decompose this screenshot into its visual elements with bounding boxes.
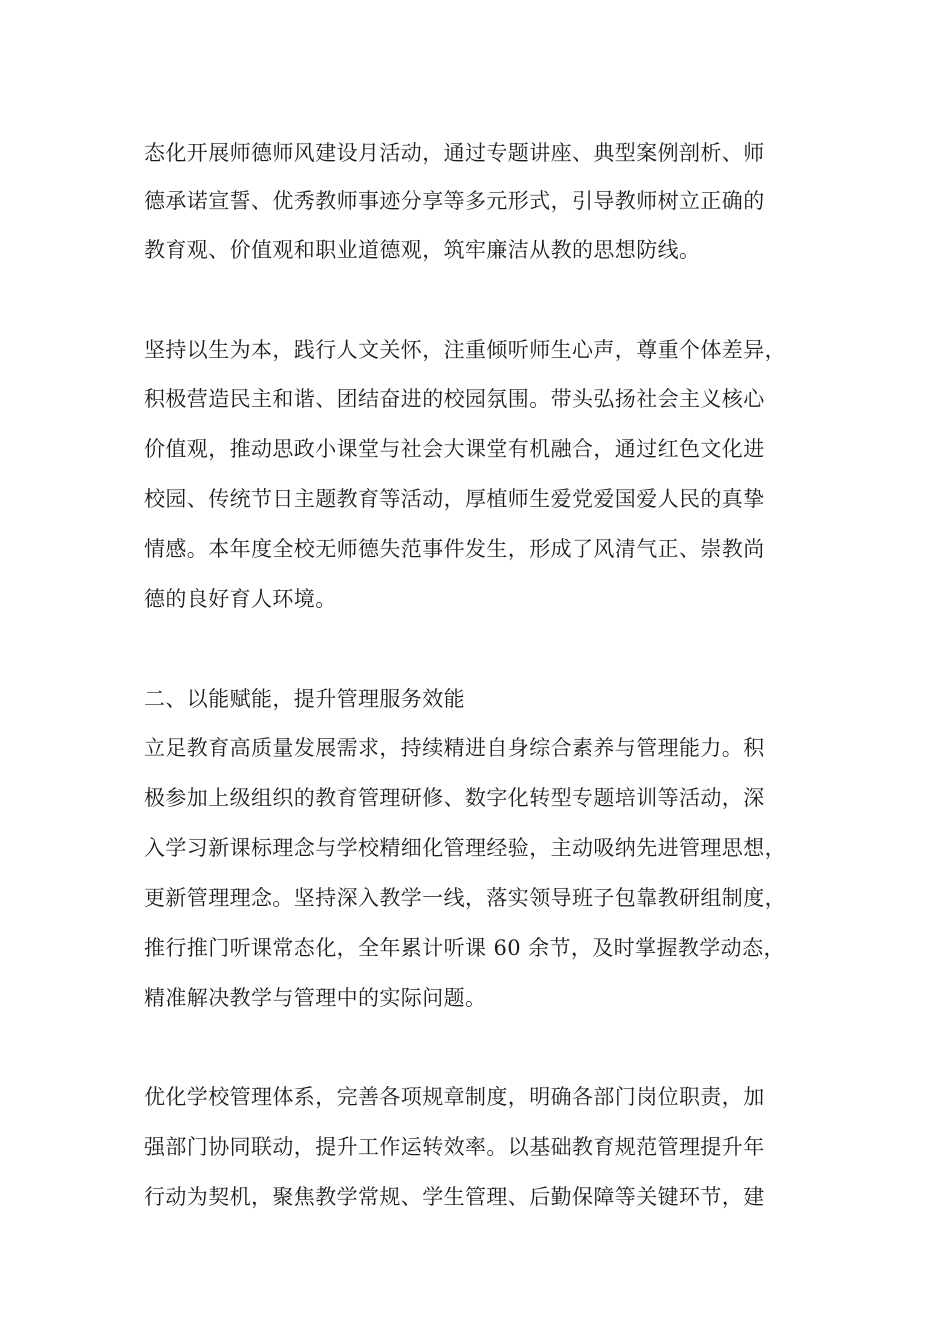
section-heading: 二、以能赋能，提升管理服务效能 (144, 687, 465, 711)
text-line: 更新管理理念。坚持深入教学一线，落实领导班子包靠教研组制度， (144, 886, 786, 910)
text-line: 德的良好育人环境。 (144, 587, 337, 611)
text-line: 教育观、价值观和职业道德观，筑牢廉洁从教的思想防线。 (144, 238, 701, 262)
text-line: 优化学校管理体系，完善各项规章制度，明确各部门岗位职责，加 (144, 1085, 765, 1109)
text-line: 精准解决教学与管理中的实际问题。 (144, 986, 487, 1010)
text-line: 入学习新课标理念与学校精细化管理经验，主动吸纳先进管理思想， (144, 836, 786, 860)
text-line: 强部门协同联动，提升工作运转效率。以基础教育规范管理提升年 (144, 1135, 765, 1159)
text-line: 推行推门听课常态化，全年累计听课 60 余节，及时掌握教学动态， (144, 936, 785, 960)
text-line: 行动为契机，聚焦教学常规、学生管理、后勤保障等关键环节，建 (144, 1185, 765, 1209)
text-line: 态化开展师德师风建设月活动，通过专题讲座、典型案例剖析、师 (144, 141, 765, 165)
text-line: 坚持以生为本，践行人文关怀，注重倾听师生心声，尊重个体差异， (144, 338, 786, 362)
text-line: 立足教育高质量发展需求，持续精进自身综合素养与管理能力。积 (144, 736, 765, 760)
text-line: 价值观，推动思政小课堂与社会大课堂有机融合，通过红色文化进 (144, 437, 765, 461)
text-line: 极参加上级组织的教育管理研修、数字化转型专题培训等活动，深 (144, 786, 765, 810)
text-line: 德承诺宣誓、优秀教师事迹分享等多元形式，引导教师树立正确的 (144, 189, 765, 213)
text-line: 校园、传统节日主题教育等活动，厚植师生爱党爱国爱人民的真挚 (144, 487, 765, 511)
text-line: 情感。本年度全校无师德失范事件发生，形成了风清气正、崇教尚 (144, 537, 765, 561)
text-line: 积极营造民主和谐、团结奋进的校园氛围。带头弘扬社会主义核心 (144, 387, 765, 411)
